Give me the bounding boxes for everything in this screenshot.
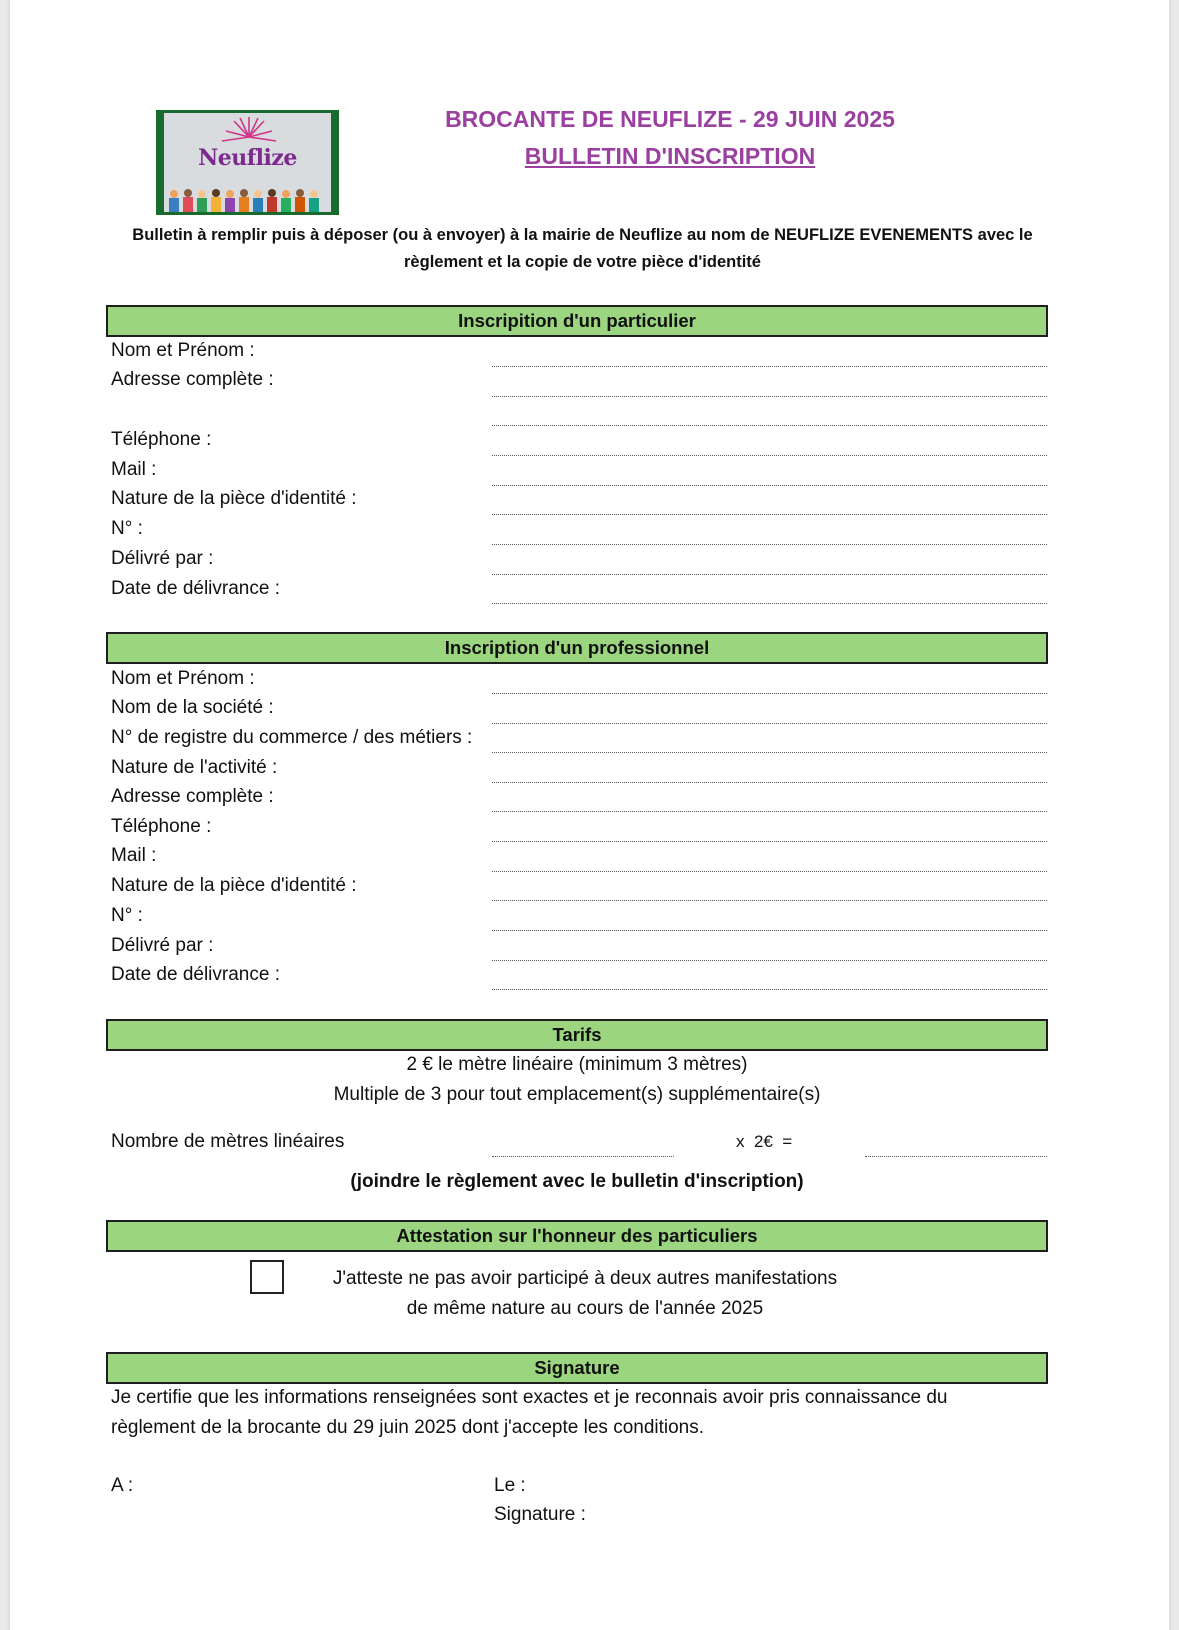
section-signature-header: Signature [106, 1352, 1048, 1384]
part-nom-field[interactable] [492, 366, 1047, 367]
pro-nom-label: Nom et Prénom : [111, 668, 255, 689]
part-date-field[interactable] [492, 603, 1047, 604]
pro-delivre-field[interactable] [492, 960, 1047, 961]
intro-text [110, 222, 1055, 276]
page-subtitle: BULLETIN D'INSCRIPTION [524, 143, 816, 169]
pro-activite-label: Nature de l'activité : [111, 757, 278, 778]
metres-label: Nombre de mètres linéaires [111, 1131, 345, 1152]
pro-telephone-label: Téléphone : [111, 816, 212, 837]
pro-registre-field[interactable] [492, 752, 1047, 753]
reglement-note: (joindre le règlement avec le bulletin d'inscription) [350, 1171, 804, 1192]
price-multiplier: x 2€ = [736, 1132, 793, 1151]
attestation-text [290, 1264, 880, 1324]
tarif-line-2: Multiple de 3 pour tout emplacement(s) supplémentaire(s) [333, 1084, 821, 1105]
section-tarifs-header: Tarifs [106, 1019, 1048, 1051]
part-telephone-field[interactable] [492, 455, 1047, 456]
part-nom-label: Nom et Prénom : [111, 340, 255, 361]
part-telephone-label: Téléphone : [111, 429, 212, 450]
pro-date-label: Date de délivrance : [111, 964, 280, 985]
intro-line-2: règlement et la copie de votre pièce d'identité [404, 253, 761, 271]
attestation-checkbox[interactable] [250, 1260, 284, 1294]
pro-numero-field[interactable] [492, 930, 1047, 931]
intro-line-1: Bulletin à remplir puis à déposer (ou à envoyer) à la mairie de Neuflize au nom de NEUFLIZE EVENEMENTS avec le [132, 226, 1033, 244]
pro-numero-label: N° : [111, 905, 143, 926]
part-date-label: Date de délivrance : [111, 578, 280, 599]
pro-adresse-label: Adresse complète : [111, 786, 274, 807]
pro-nom-field[interactable] [492, 693, 1047, 694]
metres-field[interactable] [492, 1156, 674, 1157]
part-piece-field[interactable] [492, 514, 1047, 515]
pro-mail-label: Mail : [111, 845, 157, 866]
pro-mail-field[interactable] [492, 871, 1047, 872]
part-numero-field[interactable] [492, 544, 1047, 545]
section-attestation-header: Attestation sur l'honneur des particuliers [106, 1220, 1048, 1252]
part-mail-field[interactable] [492, 485, 1047, 486]
part-adresse-field-1[interactable] [492, 396, 1047, 397]
certification-text [111, 1383, 1041, 1443]
part-delivre-field[interactable] [492, 574, 1047, 575]
page-title: BROCANTE DE NEUFLIZE - 29 JUIN 2025 [445, 106, 895, 132]
pro-date-field[interactable] [492, 989, 1047, 990]
certification-line-2: règlement de la brocante du 29 juin 2025 dont j'accepte les conditions. [111, 1417, 705, 1438]
tarif-line-1: 2 € le mètre linéaire (minimum 3 mètres) [406, 1054, 748, 1075]
part-adresse-label: Adresse complète : [111, 369, 274, 390]
pro-activite-field[interactable] [492, 782, 1047, 783]
pro-delivre-label: Délivré par : [111, 935, 214, 956]
pro-piece-field[interactable] [492, 900, 1047, 901]
pro-piece-label: Nature de la pièce d'identité : [111, 875, 357, 896]
part-piece-label: Nature de la pièce d'identité : [111, 488, 357, 509]
pro-registre-label: N° de registre du commerce / des métiers : [111, 727, 473, 748]
crowd-icon [166, 186, 326, 212]
part-delivre-label: Délivré par : [111, 548, 214, 569]
pro-societe-label: Nom de la société : [111, 697, 274, 718]
lieu-label: A : [111, 1475, 134, 1496]
certification-line-1: Je certifie que les informations renseignées sont exactes et je reconnais avoir pris connaissance du [111, 1387, 948, 1408]
form-page [10, 0, 1169, 1630]
pro-adresse-field[interactable] [492, 811, 1047, 812]
date-label: Le : [494, 1475, 526, 1496]
section-professionnel-header: Inscription d'un professionnel [106, 632, 1048, 664]
logo-wordmark: Neuflize [198, 145, 297, 171]
part-mail-label: Mail : [111, 459, 157, 480]
attestation-line-2: de même nature au cours de l'année 2025 [406, 1298, 764, 1319]
part-numero-label: N° : [111, 518, 143, 539]
section-particulier-header: Inscripition d'un particulier [106, 305, 1048, 337]
signature-label: Signature : [494, 1504, 586, 1525]
total-field[interactable] [865, 1156, 1047, 1157]
part-adresse-field-2[interactable] [492, 425, 1047, 426]
pro-societe-field[interactable] [492, 723, 1047, 724]
neuflize-logo [156, 110, 339, 215]
attestation-line-1: J'atteste ne pas avoir participé à deux autres manifestations [332, 1268, 838, 1289]
pro-telephone-field[interactable] [492, 841, 1047, 842]
